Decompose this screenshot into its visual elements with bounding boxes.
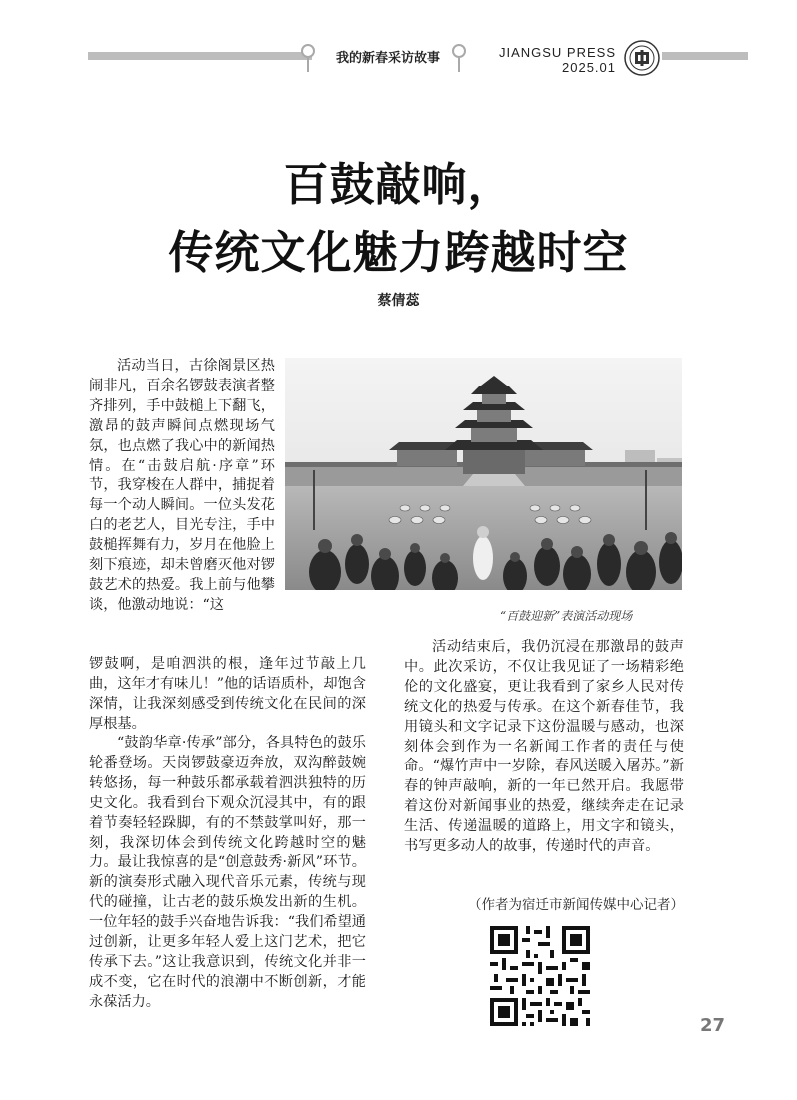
brand [488,45,616,75]
journal-emblem-icon [624,40,660,76]
issue-number: 2025.01 [562,60,616,75]
article-paragraph: 活动当日，古徐阁景区热闹非凡，百余名锣鼓表演者整齐排列，手中鼓槌上下翻飞，激昂的鼓声瞬间点燃现场气氛，也点燃了我心中的新闻热情。在“击鼓启航·序章”环节，我穿梭在人群中，捕捉着每一个动人瞬间。一位头发花白的老艺人，目光专注，手中鼓槌挥舞有力，岁月在他脸上刻下痕迹，却未曾磨灭他对锣鼓艺术的热爱。我上前与他攀谈，他激动地说：“这 [89,358,275,613]
qr-code-icon [486,922,594,1030]
page-number: 27 [700,1015,726,1036]
author-credit: （作者为宿迁市新闻传媒中心记者） [468,897,684,913]
pin-icon [301,44,317,74]
article-photo [285,358,682,590]
article-paragraph: 活动结束后，我仍沉浸在那激昂的鼓声中。此次采访，不仅让我见证了一场精彩绝伦的文化盛宴，更让我看到了家乡人民对传统文化的热爱与传承。在这个新春佳节，我用镜头和文字记录下这份温暖与感动，也深刻体会到作为一名新闻工作者的责任与使命。“爆竹声中一岁除，春风送暖入屠苏。”新春的钟声敲响，新的一年已然开启。我愿带着这份对新闻事业的热爱，继续奔走在记录生活、传递温暖的道路上，用文字和镜头，书写更多动人的故事，传递时代的声音。 [404,639,684,855]
author-name: 蔡倩蕊 [377,293,420,309]
column-title: 我的新春采访故事 [335,51,440,66]
pin-icon [452,44,468,74]
header-rule-right [662,52,748,60]
photo-caption: “百鼓迎新”表演活动现场 [500,609,633,623]
article-title-line1: 百鼓敲响， [283,158,514,211]
header-rule-left [88,52,312,60]
brand-name: JIANGSU PRESS [498,45,616,60]
article-paragraph: 锣鼓啊，是咱泗洪的根，逢年过节敲上几曲，这年才有味儿！”他的话语质朴，却饱含深情，让我深刻感受到传统文化在民间的深厚根基。 [89,656,366,732]
article-paragraph: “鼓韵华章·传承”部分，各具特色的鼓乐轮番登场。天岗锣鼓豪迈奔放，双沟醉鼓婉转悠扬，每一种鼓乐都承载着泗洪独特的历史文化。我看到台下观众沉浸其中，有的跟着节奏轻轻跺脚，有的不禁鼓掌叫好，那一刻，我深切体会到传统文化跨越时空的魅力。最让我惊喜的是“创意鼓秀·新风”环节。新的演奏形式融入现代音乐元素，传统与现代的碰撞，让古老的鼓乐焕发出新的生机。一位年轻的鼓手兴奋地告诉我：“我们希望通过创新，让更多年轻人爱上这门艺术，把它传承下去。”这让我意识到，传统文化并非一成不变，它在时代的浪潮中不断创新，才能永葆活力。 [89,735,366,1010]
article-title-line2: 传统文化魅力跨越时空 [168,226,629,279]
